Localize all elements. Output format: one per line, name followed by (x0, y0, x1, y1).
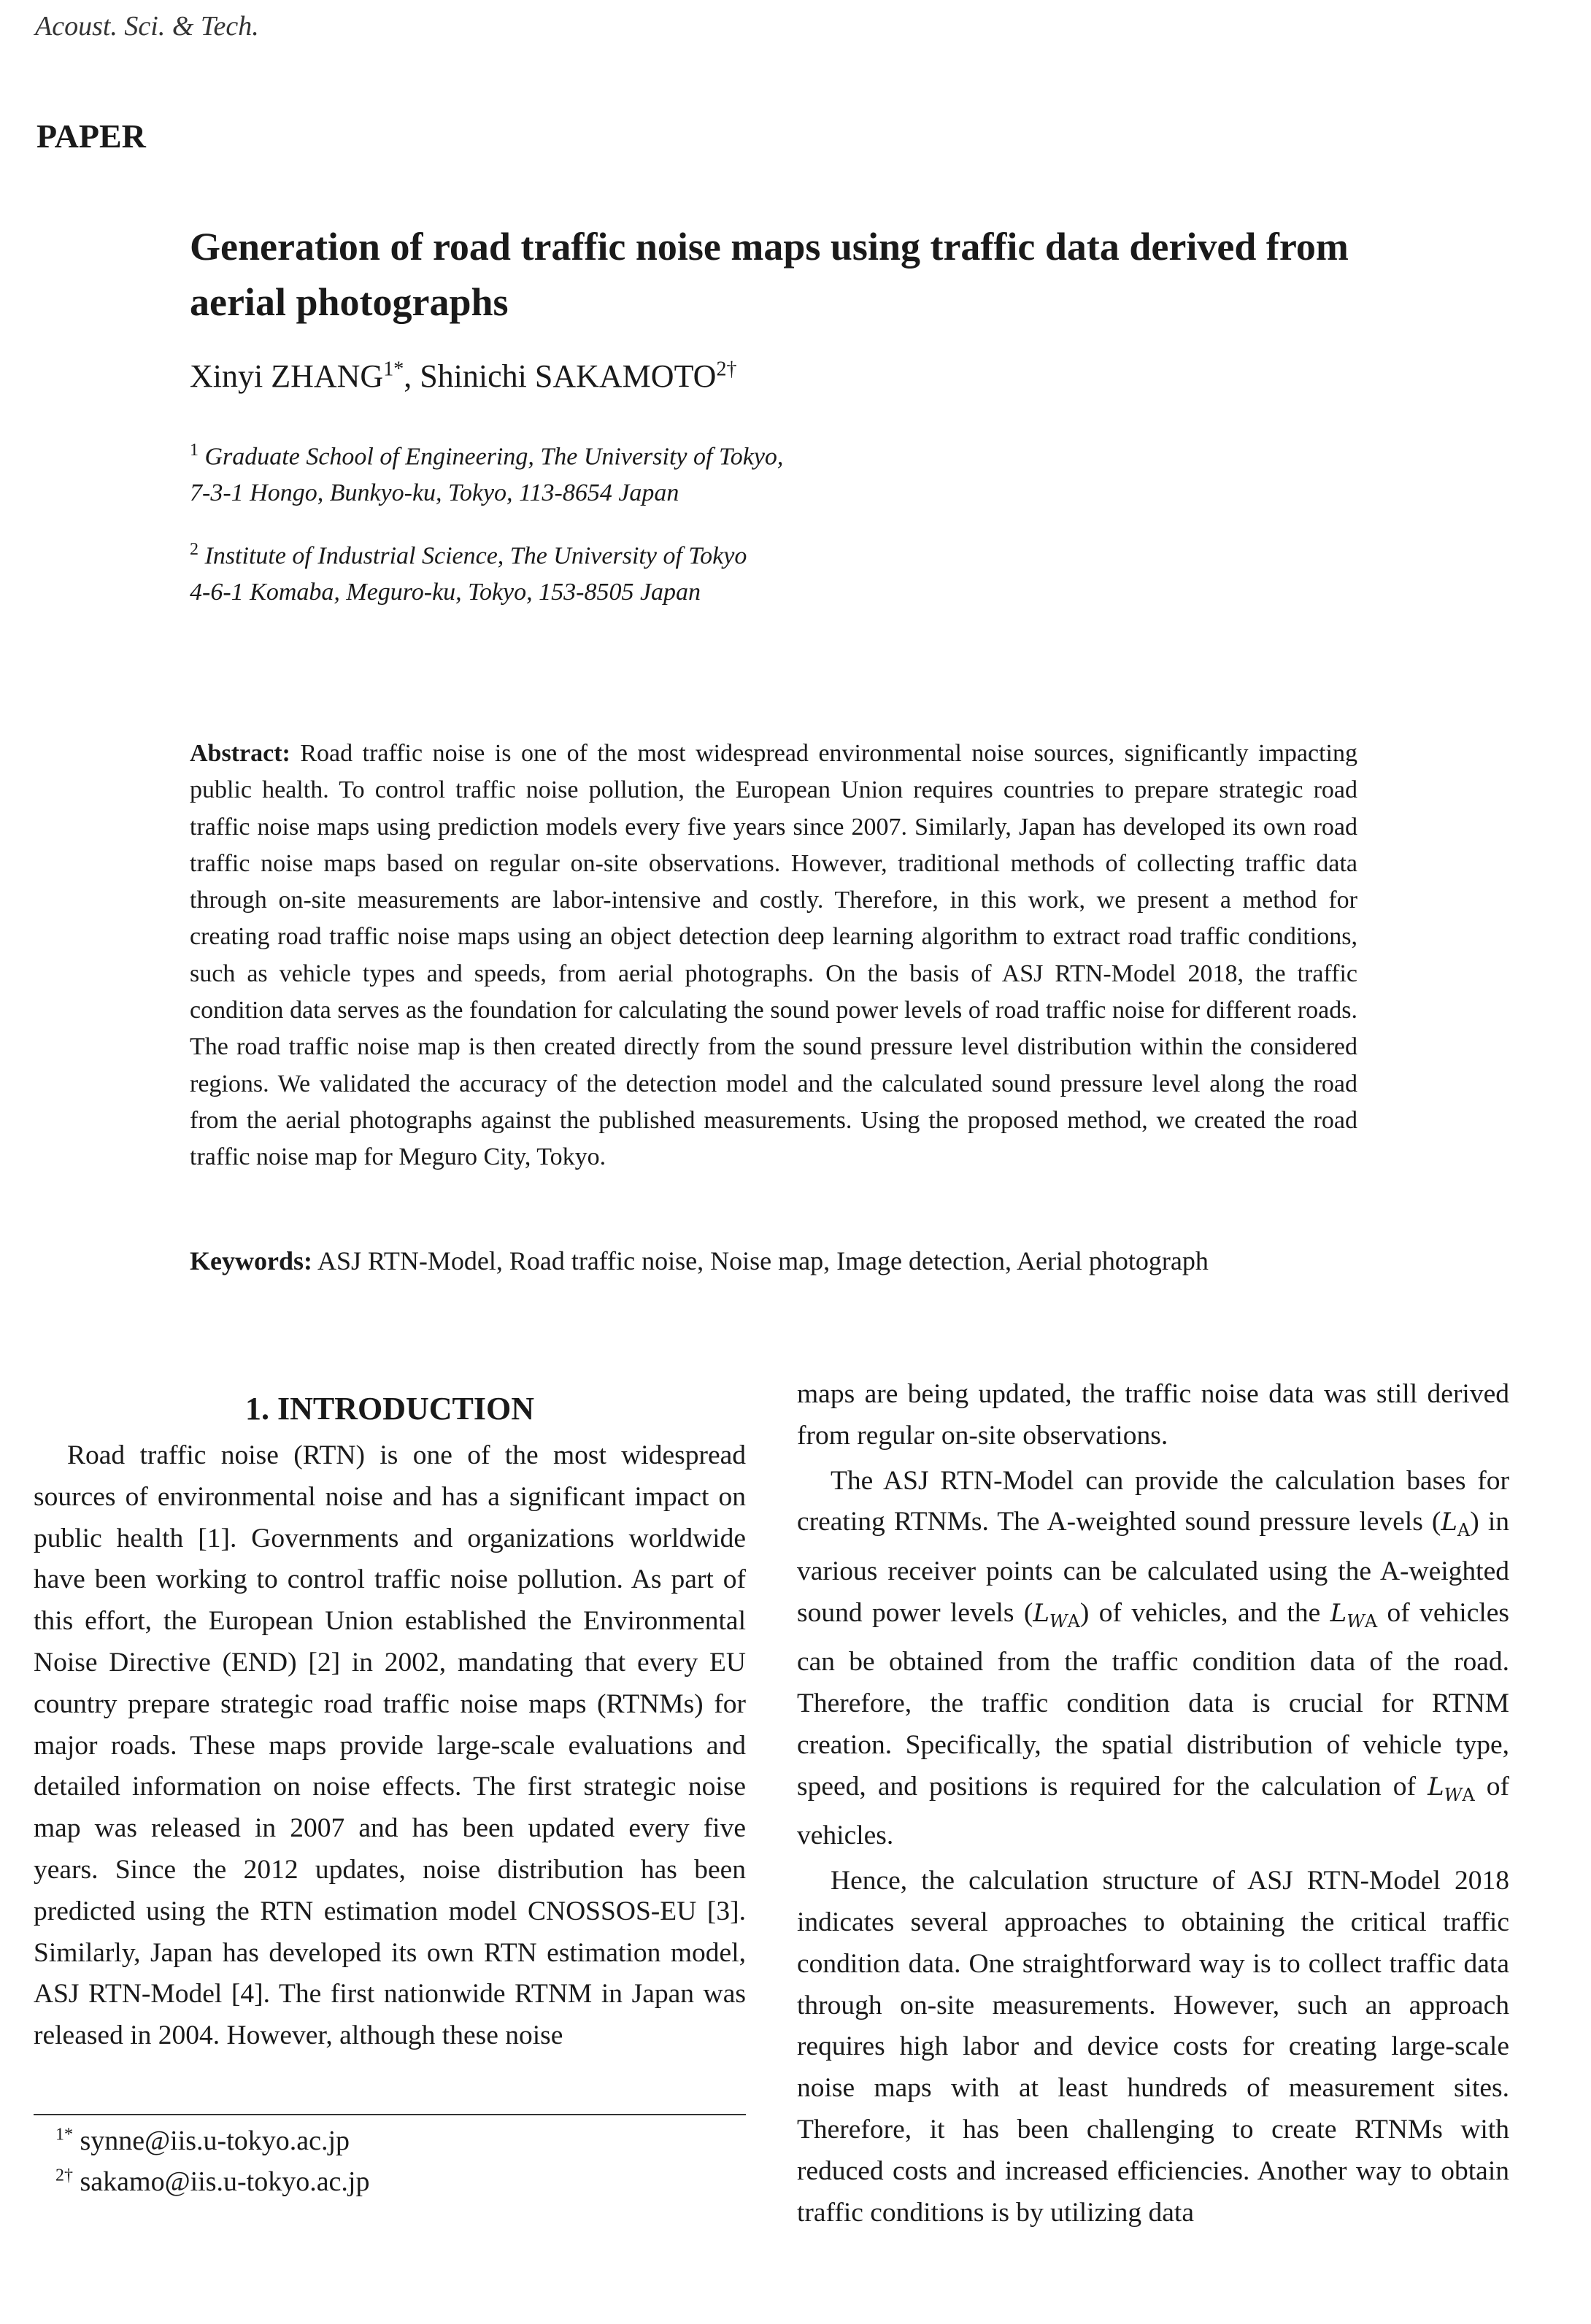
footnote-1-email: synne@iis.u-tokyo.ac.jp (80, 2126, 350, 2156)
section-type: PAPER (36, 117, 146, 155)
p2-text-a: The ASJ RTN-Model can provide the calculation bases for creating RTNMs. The A-weighted sound pressure levels ( (797, 1465, 1509, 1537)
footnote-2-mark: 2† (55, 2166, 73, 2185)
intro-paragraph-2 (797, 1461, 1509, 1858)
affiliation-2 (190, 531, 747, 611)
footnote-divider (34, 2114, 746, 2115)
p2-text-d: of vehicles can be obtained from the traffic condition data of the road. Therefore, the traffic condition data is crucial for RTNM creation. Specifically, the spatial distribution of vehicle type, speed, and positions is required for the calculation of (797, 1597, 1510, 1802)
affiliation-2-line2: 4-6-1 Komaba, Meguro-ku, Tokyo, 153-8505 Japan (190, 579, 701, 606)
p2-text-e: of vehicles. (797, 1771, 1509, 1851)
affiliation-1-mark: 1 (190, 441, 199, 460)
affiliation-2-line1: Institute of Industrial Science, The University of Tokyo (204, 542, 747, 570)
author-separator: , (404, 358, 420, 394)
keywords-text: ASJ RTN-Model, Road traffic noise, Noise map, Image detection, Aerial photograph (317, 1246, 1209, 1275)
footnote-1 (55, 2125, 350, 2157)
affiliation-1-line2: 7-3-1 Hongo, Bunkyo-ku, Tokyo, 113-8654 Japan (190, 479, 679, 507)
intro-paragraph-1: Road traffic noise (RTN) is one of the most widespread sources of environmental noise and has a significant impact on public health [1]. Governments and organizations worldwide have been working to control traffic noise pollution. As part of this effort, the European Union established the Environmental Noise Directive (END) [2] in 2002, mandating that every EU country prepare strategic road traffic noise maps (RTNMs) for major roads. These maps provide large-scale evaluations and detailed information on noise effects. The first strategic noise map was released in 2007 and has been updated every five years. Since the 2012 updates, noise distribution has been predicted using the RTN estimation model CNOSSOS-EU [3]. Similarly, Japan has developed its own RTN estimation model, ASJ RTN-Model [4]. The first nationwide RTNM in Japan was released in 2004. However, although these noise (34, 1440, 746, 2051)
affiliation-1 (190, 432, 783, 511)
keywords (190, 1246, 1372, 1276)
math-LA: $L_A$ (1441, 1507, 1471, 1541)
intro-paragraph-3: Hence, the calculation structure of ASJ RTN-Model 2018 indicates several approaches to obtaining the critical traffic condition data. One straightforward way is to collect traffic data through on-site measurements. However, such an approach requires high labor and device costs for creating large-scale noise maps with at least hundreds of measurement sites. Therefore, it has been challenging to create RTNMs with reduced costs and increased efficiencies. Another way to obtain traffic conditions is by utilizing data (797, 1866, 1509, 2228)
author-1-name: Xinyi ZHANG (190, 358, 384, 394)
footnote-2 (55, 2166, 369, 2198)
footnote-1-mark: 1* (55, 2125, 73, 2145)
affiliation-2-mark: 2 (190, 540, 199, 559)
journal-name: Acoust. Sci. & Tech. (35, 11, 259, 42)
author-list (190, 358, 736, 395)
author-1-mark: 1* (383, 358, 404, 381)
keywords-label: Keywords: (190, 1246, 312, 1275)
p2-text-c: ) of vehicles, and the (1079, 1597, 1330, 1628)
intro-paragraph-continued: maps are being updated, the traffic noise data was still derived from regular on-site observations. (797, 1379, 1509, 1451)
p2-text-b: ) in various receiver points can be calculated using the A-weighted sound power levels ( (797, 1507, 1509, 1628)
footnote-2-email: sakamo@iis.u-tokyo.ac.jp (80, 2166, 370, 2197)
author-2-name: Shinichi SAKAMOTO (420, 358, 717, 394)
math-LWA-1: $L_{WA}$ (1033, 1598, 1080, 1632)
math-LWA-2: $L_{WA}$ (1330, 1598, 1378, 1632)
abstract (190, 736, 1357, 1176)
math-LWA-3: $L_{WA}$ (1428, 1772, 1475, 1805)
paper-title: Generation of road traffic noise maps using traffic data derived from aerial photographs (190, 225, 1349, 324)
author-2-mark: 2† (716, 358, 737, 381)
right-column (797, 1374, 1509, 2234)
left-column (34, 1435, 746, 2057)
affiliation-1-line1: Graduate School of Engineering, The University of Tokyo, (204, 443, 784, 471)
abstract-label: Abstract: (190, 740, 290, 767)
abstract-text: Road traffic noise is one of the most widespread environmental noise sources, significantly impacting public health. To control traffic noise pollution, the European Union requires countries to prepare strategic road traffic noise maps using prediction models every five years since 2007. Similarly, Japan has developed its own road traffic noise maps based on regular on-site observations. However, traditional methods of collecting traffic data through on-site measurements are labor-intensive and costly. Therefore, in this work, we present a method for creating road traffic noise maps using an object detection deep learning algorithm to extract road traffic conditions, such as vehicle types and speeds, from aerial photographs. On the basis of ASJ RTN-Model 2018, the traffic condition data serves as the foundation for calculating the sound power levels of road traffic noise for different roads. The road traffic noise map is then created directly from the sound pressure level distribution within the considered regions. We validated the accuracy of the detection model and the calculated sound pressure level along the road from the aerial photographs against the published measurements. Using the proposed method, we created the road traffic noise map for Meguro City, Tokyo. (190, 740, 1358, 1171)
section-heading-introduction: 1. INTRODUCTION (244, 1391, 535, 1427)
